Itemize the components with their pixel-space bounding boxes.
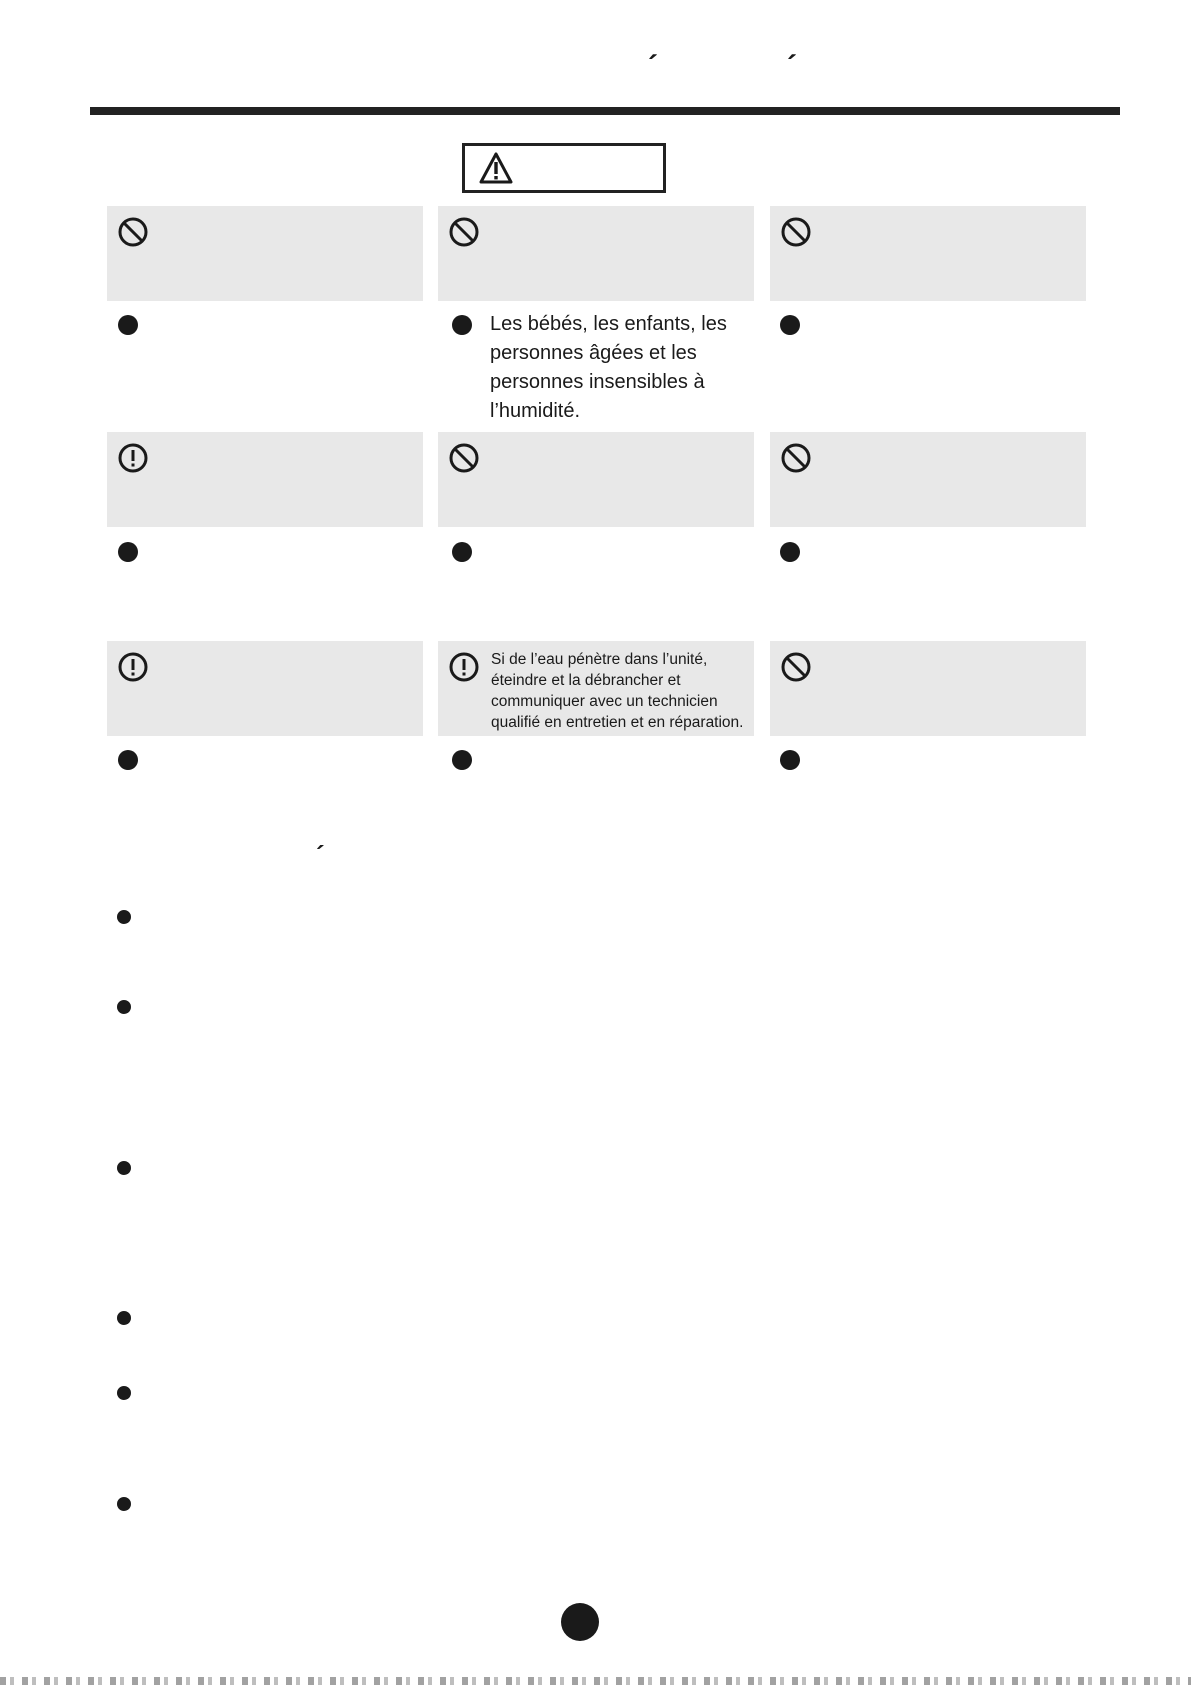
vulnerable-persons-text: Les bébés, les enfants, les personnes âgées et les personnes insensibles à l’humidité. [490,313,727,422]
list-bullet-2 [117,1000,131,1014]
bullet-r2c2 [452,542,472,562]
list-bullet-3 [117,1161,131,1175]
prohibited-icon [780,651,812,683]
warning-box-r3c1 [107,641,423,736]
header-rule [90,107,1120,115]
warning-box-r2c1 [107,432,423,527]
warning-box-r1c3 [770,206,1086,301]
warning-box-r2c3 [770,432,1086,527]
bullet-r1c3 [780,315,800,335]
prohibited-icon [780,442,812,474]
prohibited-icon [780,216,812,248]
bullet-r1c1 [118,315,138,335]
page-number-badge [561,1603,599,1641]
header-accent-2: ´ [787,50,797,83]
header-accent-1: ´ [648,50,658,83]
warning-box-r2c2 [438,432,754,527]
bullet-r2c1 [118,542,138,562]
list-bullet-6 [117,1497,131,1511]
list-bullet-1 [117,910,131,924]
section-heading-accent: ´ [316,840,325,870]
warning-box-r1c1 [107,206,423,301]
exclamation-icon [448,651,480,683]
warning-box-r3c3 [770,641,1086,736]
prohibited-icon [448,216,480,248]
warning-triangle-icon [479,152,513,184]
prohibited-icon [448,442,480,474]
bullet-r2c3 [780,542,800,562]
exclamation-icon [117,442,149,474]
scan-edge-strip [0,1677,1191,1685]
list-bullet-4 [117,1311,131,1325]
exclamation-icon [117,651,149,683]
bullet-r1c2 [452,315,472,335]
warning-box-r1c2 [438,206,754,301]
bullet-r3c2 [452,750,472,770]
bullet-r3c1 [118,750,138,770]
water-ingress-text: Si de l’eau pénètre dans l’unité, éteindre et la débrancher et communiquer avec un technicien qualifié en entretien et en réparation. [491,651,744,731]
list-bullet-5 [117,1386,131,1400]
warning-box-r3c2 [438,641,754,736]
caution-banner [462,143,666,193]
bullet-r3c3 [780,750,800,770]
prohibited-icon [117,216,149,248]
